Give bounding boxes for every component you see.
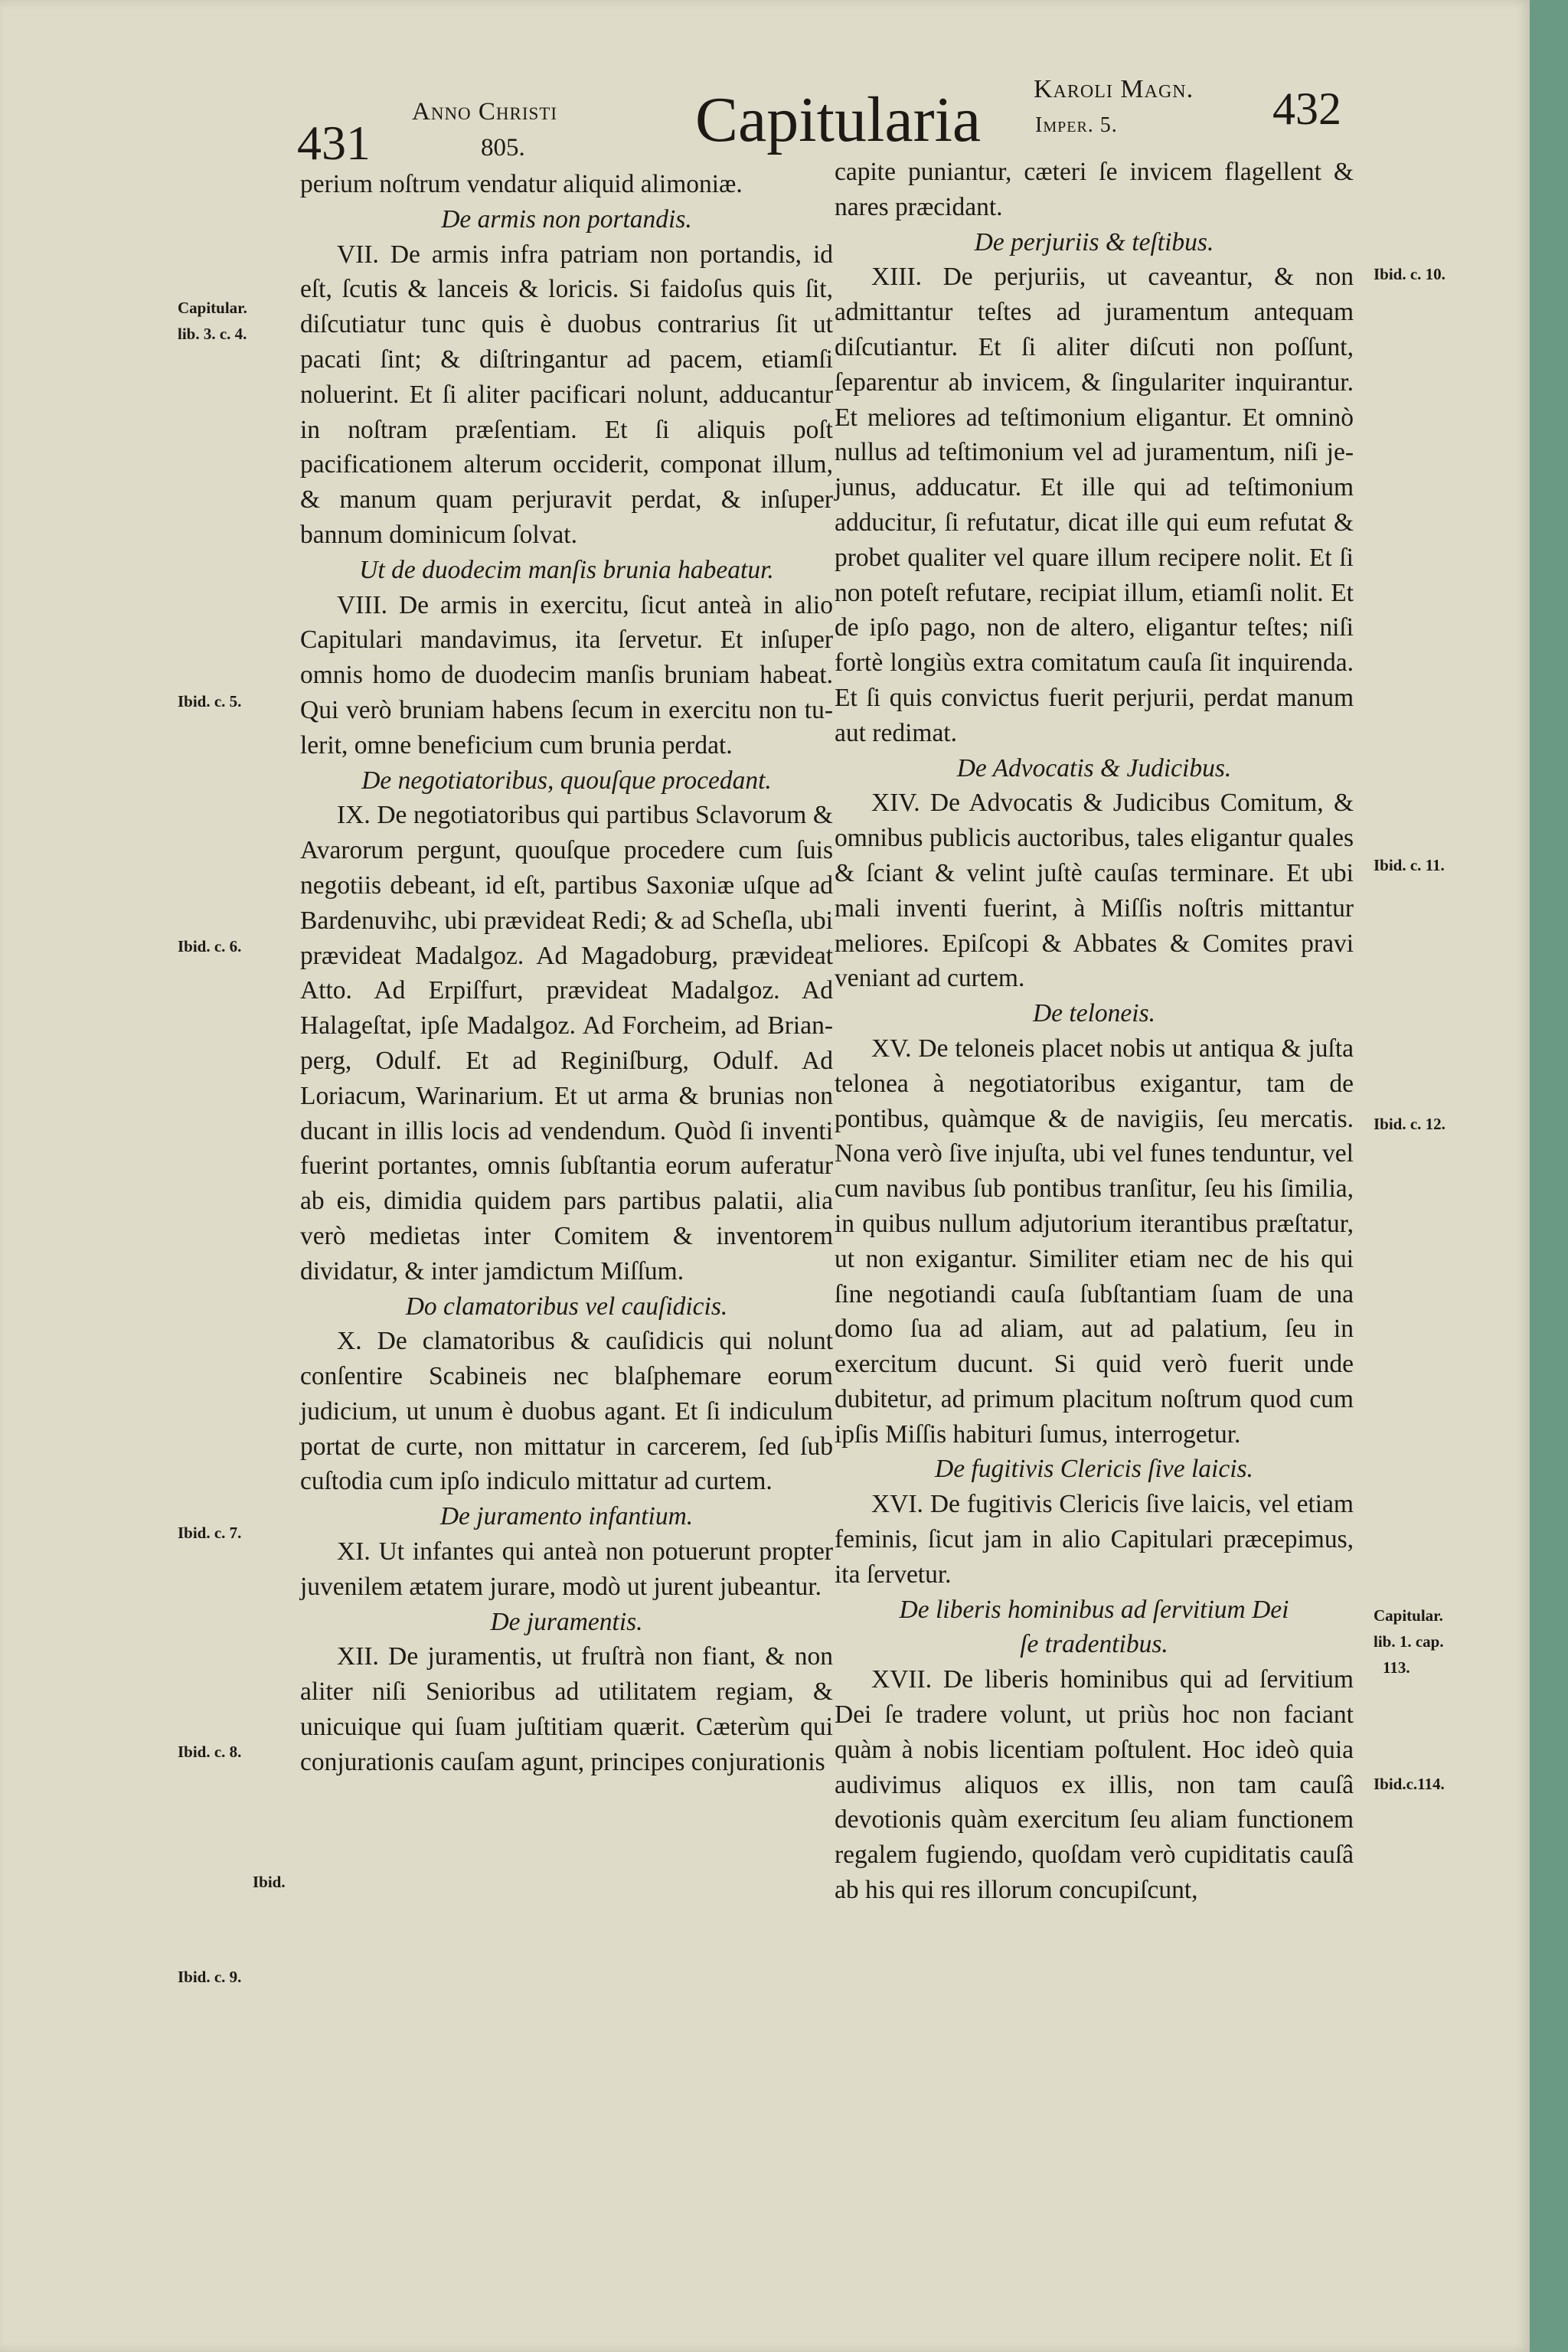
running-head-title: Capitularia	[695, 84, 982, 155]
margin-note: Ibid. c. 6.	[178, 937, 242, 956]
margin-note: 113.	[1383, 1658, 1410, 1677]
paragraph: XII. De juramentis, ut fruſtrà non fiant, & non aliter niſi Senioribus ad utilitatem regiam, & unicuique qui ſuam juſtitiam quærit. Cæterùm qui conjurationis cauſam agunt, principes conjurationis	[300, 1642, 833, 1776]
paragraph: X. De clamatoribus & cauſidicis qui nolunt conſentire Scabineis nec blaſphemare eorum judicium, ut unum è duobus agant. Et ſi indiculum portat de curte, non mittatur in carcerem, ſed ſub cuſtodia cum ipſo indiculo mittatur ad curtem.	[300, 1327, 833, 1496]
margin-note: Ibid. c. 11.	[1374, 856, 1445, 874]
section-heading: De Advocatis & Judicibus.	[956, 753, 1232, 782]
section-heading: De teloneis.	[1032, 999, 1155, 1028]
paragraph: XVI. De fugitivis Clericis ſive laicis, vel etiam feminis, ſicut jam in alio Capitulari præcepimus, ita ſervetur.	[835, 1490, 1354, 1589]
section-heading: De armis non portandis.	[441, 204, 692, 234]
margin-note: Ibid. c. 12.	[1374, 1115, 1446, 1133]
section-heading: De negotiatoribus, quouſque procedant.	[361, 766, 772, 795]
margin-note: Ibid. c. 8.	[178, 1743, 242, 1761]
margin-note: Ibid.	[253, 1873, 286, 1891]
margin-note: Ibid. c. 5.	[178, 692, 242, 710]
section-heading: ſe tradentibus.	[1020, 1630, 1168, 1659]
margin-note: lib. 1. cap.	[1374, 1632, 1444, 1651]
margin-note: Ibid. c. 10.	[1374, 265, 1446, 283]
text-column-right	[835, 155, 1354, 1908]
margin-note: Ibid.c.114.	[1374, 1775, 1445, 1793]
page-number-right: 432	[1272, 83, 1341, 134]
margin-note: lib. 3. c. 4.	[178, 325, 247, 343]
margin-note: Capitular.	[178, 299, 247, 317]
running-head-imper: Imper. 5.	[1035, 113, 1118, 137]
paragraph: IX. De negotiatoribus qui partibus Sclavorum & Avarorum pergunt, quouſque procedere cum ſuis negotiis debeant, id eſt, partibus Saxoniæ uſque ad Bardenuvihc, ubi prævideat Redi; & ad Scheſla, ubi prævideat Madalgoz. Ad Magadoburg, prævideat Atto. Ad Erpiſfurt, prævideat Madalgoz. Ad Halageſtat, ipſe Madalgoz. Ad Forcheim, ad Brianperg, Odulf. Et ad Reginiſburg, Odulf. Ad Loriacum, Warinarium. Et ut arma & brunias non ducant in illis locis ad vendendum. Quòd ſi inventi fuerint portantes, omnis ſubſtantia eorum auferatur ab eis, dimidia quidem pars partibus palatii, alia verò medietas inter Comitem & inventorem dividatur, & inter jamdictum Miſſum.	[300, 801, 833, 1285]
paragraph: VII. De armis infra patriam non portandis, id eſt, ſcutis & lanceis & loricis. Si faidoſus quis ſit, diſcutiatur tunc quis è duobus contrarius ſit ut pacati ſint; & diſtringantur ad pacem, etiamſi noluerint. Et ſi aliter pacificari nolunt, adducantur in noſtram præſentiam. Et ſi aliquis poſt pacificationem alterum occiderit, componat illum, & manum quam perjuravit perdat, & inſuper bannum dominicum ſolvat.	[300, 240, 833, 549]
paragraph: XIV. De Advocatis & Judicibus Comitum, & omnibus publicis auctoribus, tales eligantur quales & ſciant & velint juſtè cauſas terminare. Et ubi mali inventi fuerint, à Miſſis noſtris mittantur meliores. Epiſcopi & Abbates & Comites pravi veniant ad curtem.	[835, 789, 1354, 993]
margin-note: Ibid. c. 7.	[178, 1524, 242, 1542]
paragraph: capite puniantur, cæteri ſe invicem flagellent & nares præcidant.	[835, 158, 1354, 221]
margin-note: Ibid. c. 9.	[178, 1968, 242, 1986]
section-heading: Ut de duodecim manſis brunia habeatur.	[359, 555, 774, 584]
section-heading: De juramentis.	[490, 1607, 643, 1636]
section-heading: De perjuriis & teſtibus.	[974, 227, 1214, 256]
section-heading: De liberis hominibus ad ſervitium Dei	[899, 1595, 1289, 1624]
text-column-left	[300, 167, 833, 1780]
section-heading: Do clamatoribus vel cauſidicis.	[405, 1292, 728, 1321]
paragraph: XV. De teloneis placet nobis ut antiqua & juſta telonea à negotiatoribus exigantur, tam de pontibus, quàmque & de navigiis, ſeu mercatis. Nona verò ſive injuſta, ubi vel funes tenduntur, vel cum navibus ſub pontibus tranſitur, ſeu his ſimilia, in quibus nullum adjutorium iterantibus præſtatur, ut non exigantur. Similiter etiam nec de his qui ſine negotiandi cauſa ſubſtantiam ſuam de una domo ſua ad aliam, aut ad palatium, ſeu in exercitum ducunt. Si quid verò fuerit unde dubitetur, ad primum placitum noſtrum quod cum ipſis Miſſis habituri ſumus, interrogetur.	[835, 1034, 1354, 1449]
paragraph: perium noſtrum vendatur aliquid alimoniæ.	[300, 170, 743, 198]
section-heading: De juramento infantium.	[439, 1502, 694, 1531]
running-head-year: 805.	[481, 134, 525, 162]
page-number-left: 431	[297, 116, 371, 170]
running-head-karoli: Karoli Magn.	[1034, 75, 1194, 103]
paragraph: XIII. De perjuriis, ut caveantur, & non admittantur teſtes ad juramentum antequam diſcutiantur. Et ſi aliter diſcuti non poſſunt, ſeparentur ab invicem, & ſingulariter inquirantur. Et meliores ad teſtimonium eligantur. Et omninò nullus ad teſtimonium vel ad juramentum, niſi jejunus, adducatur. Et ille qui ad teſtimonium adducitur, ſi refutatur, dicat ille qui eum refutat & probet qualiter vel quare illum recipere nolit. Et ſi non poteſt refutare, recipiat illum, etiamſi nolit. Et de ipſo pago, non de altero, eligantur teſtes; niſi fortè longiùs extra comitatum cauſa ſit inquirenda. Et ſi quis convictus fuerit perjurii, perdat manum aut redimat.	[835, 263, 1354, 747]
margin-note: Capitular.	[1374, 1606, 1443, 1625]
paragraph: XI. Ut infantes qui anteà non potuerunt propter juvenilem ætatem jurare, modò ut jurent jubeantur.	[300, 1537, 833, 1601]
running-head-anno: Anno Christi	[412, 98, 558, 126]
section-heading: De fugitivis Clericis ſive laicis.	[935, 1455, 1253, 1484]
paragraph: XVII. De liberis hominibus qui ad ſervitium Dei ſe tradere volunt, ut priùs hoc non faciant quàm à nobis licentiam poſtulent. Hoc ideò quia audivimus aliquos ex illis, non tam cauſâ devotionis quàm exercitum ſeu aliam functionem regalem fugiendo, quoſdam verò cupiditatis cauſâ ab his qui res illorum concupiſcunt,	[835, 1665, 1354, 1905]
paragraph: VIII. De armis in exercitu, ſicut anteà in alio Capitulari mandavimus, ita ſervetur. Et inſuper omnis homo de duodecim manſis bruniam habeat. Qui verò bruniam habens ſecum in exercitu non tulerit, omne beneficium cum brunia perdat.	[300, 590, 833, 760]
